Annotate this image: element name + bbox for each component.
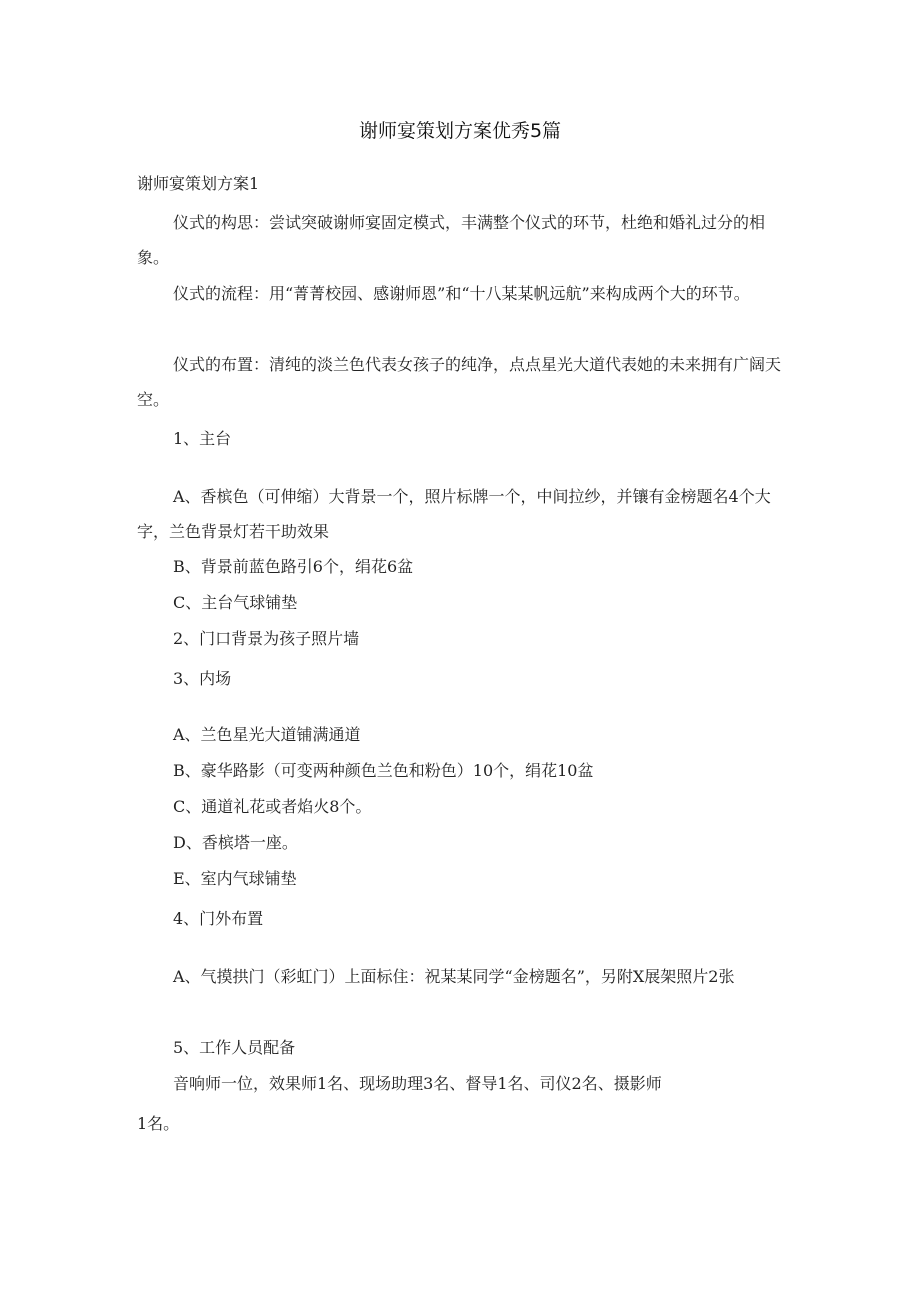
heading-staff: 5、工作人员配备 [173, 1038, 296, 1057]
heading-entrance: 2、门口背景为孩子照片墙 [173, 629, 360, 648]
document-title: 谢师宴策划方案优秀5篇 [358, 120, 562, 142]
heading-inner-hall: 3、内场 [173, 669, 232, 688]
item-main-stage-a: A、香槟色（可伸缩）大背景一个，照片标牌一个，中间拉纱，并镶有金榜题名4个大字，兰色背景灯若干助效果 [137, 487, 771, 541]
item-main-stage-c: C、主台气球铺垫 [173, 593, 298, 612]
paragraph-process: 仪式的流程：用“菁菁校园、感谢师恩”和“十八某某帆远航”来构成两个大的环节。 [173, 284, 750, 303]
paragraph-layout: 仪式的布置：清纯的淡兰色代表女孩子的纯净，点点星光大道代表她的未来拥有广阔天空。 [137, 355, 782, 409]
paragraph-concept: 仪式的构思：尝试突破谢师宴固定模式，丰满整个仪式的环节，杜绝和婚礼过分的相象。 [137, 213, 766, 267]
item-inner-hall-d: D、香槟塔一座。 [173, 833, 298, 852]
item-main-stage-b: B、背景前蓝色路引6个，绢花6盆 [173, 557, 414, 576]
item-outdoor-a: A、气摸拱门（彩虹门）上面标住：祝某某同学“金榜题名”，另附X展架照片2张 [173, 967, 735, 986]
staff-line-1: 音响师一位，效果师1名、现场助理3名、督导1名、司仪2名、摄影师 [173, 1074, 662, 1093]
staff-line-2: 1名。 [137, 1114, 180, 1133]
item-inner-hall-b: B、豪华路影（可变两种颜色兰色和粉色）10个，绢花10盆 [173, 761, 594, 780]
heading-outdoor: 4、门外布置 [173, 909, 264, 928]
item-inner-hall-a: A、兰色星光大道铺满通道 [173, 725, 361, 744]
item-inner-hall-e: E、室内气球铺垫 [173, 869, 297, 888]
section-subtitle: 谢师宴策划方案1 [137, 174, 260, 193]
heading-main-stage: 1、主台 [173, 429, 232, 448]
item-inner-hall-c: C、通道礼花或者焰火8个。 [173, 797, 372, 816]
